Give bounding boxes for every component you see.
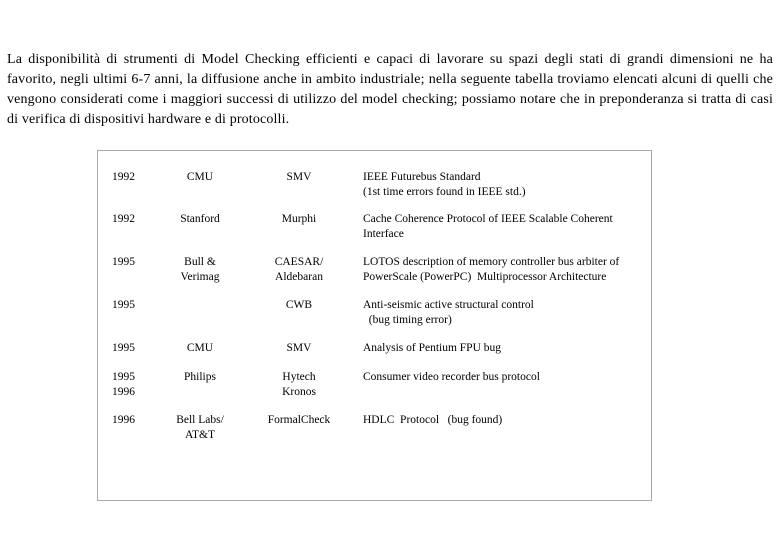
year-cell: 1992	[112, 171, 135, 183]
year-cell: 1992	[112, 213, 135, 225]
organization-cell: Philips	[184, 371, 216, 383]
tool-cell: Hytech Kronos	[282, 371, 316, 398]
year-cell: 1996	[112, 414, 135, 426]
organization-cell: CMU	[186, 342, 214, 354]
model-checking-successes-table	[97, 150, 652, 501]
tool-cell: SMV	[286, 171, 312, 183]
description-cell: IEEE Futurebus Standard (1st time errors found in IEEE std.)	[363, 171, 526, 198]
description-cell: HDLC Protocol (bug found)	[363, 414, 503, 426]
tool-cell: CWB	[285, 299, 313, 311]
description-cell: Cache Coherence Protocol of IEEE Scalable Coherent Interface	[363, 213, 613, 240]
intro-paragraph: La disponibilità di strumenti di Model Checking efficienti e capaci di lavorare su spazi degli stati di grandi dimensioni ne ha favorito, negli ultimi 6-7 anni, la diffusione anche in ambito industriale; nella seguente tabella troviamo elencati alcuni di quelli che vengono considerati come i maggiori successi di utilizzo del model checking; possiamo notare che in preponderanza si tratta di casi di verifica di dispositivi hardware e di protocolli.	[7, 52, 773, 127]
year-cell: 1995	[112, 256, 135, 268]
year-cell: 1995 1996	[112, 371, 135, 398]
tool-cell: SMV	[286, 342, 312, 354]
tool-cell: Murphi	[281, 213, 317, 225]
tool-cell: CAESAR/ Aldebaran	[274, 256, 324, 283]
tool-cell: FormalCheck	[267, 414, 331, 426]
description-cell: LOTOS description of memory controller bus arbiter of PowerScale (PowerPC) Multiprocessor Architecture	[363, 256, 620, 283]
organization-cell: Bull & Verimag	[180, 256, 220, 283]
organization-cell: CMU	[186, 171, 214, 183]
year-cell: 1995	[112, 299, 135, 311]
organization-cell: Stanford	[180, 213, 220, 225]
description-cell: Anti-seismic active structural control (bug timing error)	[363, 299, 534, 326]
organization-cell: Bell Labs/ AT&T	[176, 414, 224, 441]
year-cell: 1995	[112, 342, 135, 354]
description-cell: Consumer video recorder bus protocol	[363, 371, 540, 383]
description-cell: Analysis of Pentium FPU bug	[363, 342, 502, 354]
